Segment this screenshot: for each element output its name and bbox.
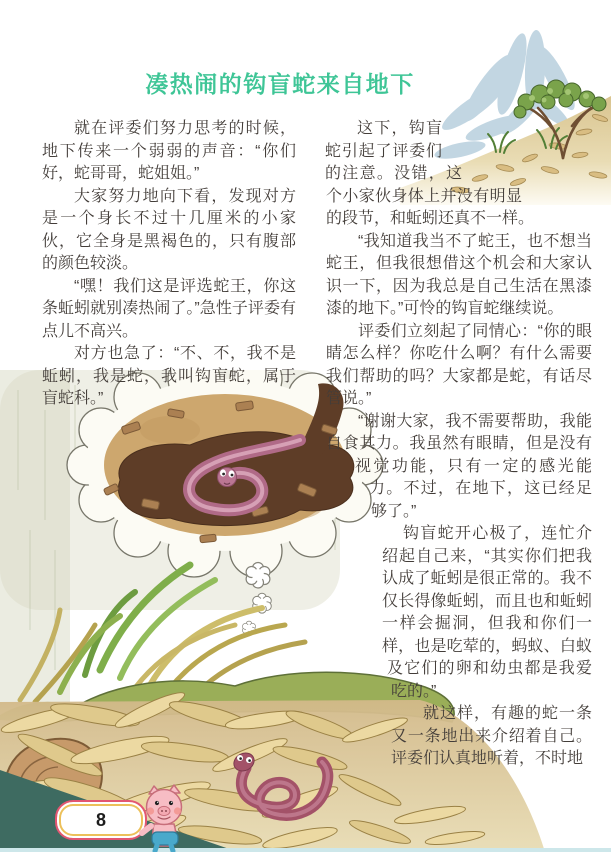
paragraph: 就这样，有趣的蛇一条又一条地出来介绍着自己。评委们认真地听着，不时地: [391, 705, 592, 767]
paragraph: “嘿！我们这是评选蛇王，你这条蚯蚓就别凑热闹了。”急性子评委有点儿不高兴。: [42, 277, 296, 340]
paragraph: “我知道我当不了蛇王，也不想当蛇王，但我很想借这个机会和大家认识一下，因为我总是自己生活在黑漆漆的地下。”可怜的钩盲蛇继续说。: [326, 232, 592, 317]
paragraph: 钩盲蛇开心极了，连忙介绍起自己来，“其实你们把我认成了蚯蚓是很正常的。我不仅长得像蚯蚓，而且也和蚯蚓一样会掘洞，但我和你们一样，也是吃荤的，蚂蚁、白蚁及它们的卵和幼虫都是我爱吃的。”: [382, 525, 592, 700]
paragraph: “谢谢大家，我不需要帮助，我能自食其力。我虽然有眼睛，但是没有视觉功能，只有一定的感光能力。不过，在地下，这已经足够了。”: [326, 412, 592, 520]
page-number: 8: [95, 809, 106, 830]
page-number-badge: [55, 800, 147, 840]
paragraph: 大家努力地向下看，发现对方是一个身长不过十几厘米的小家伙，它全身是黑褐色的，只有腹部的颜色较淡。: [42, 187, 296, 272]
pig-mascot-icon: [137, 784, 191, 852]
paragraph: 评委们立刻起了同情心：“你的眼睛怎么样？你吃什么啊？有什么需要我们帮助的吗？大家都是蛇，有话尽管说。”: [326, 322, 592, 407]
page-title: 凑热闹的钩盲蛇来自地下: [145, 71, 415, 97]
left-column: [42, 118, 296, 411]
paragraph: 就在评委们努力思考的时候，地下传来一个弱弱的声音：“你们好，蛇哥哥，蛇姐姐。”: [42, 120, 296, 182]
paragraph: 这下，钩盲蛇引起了评委们的注意。没错，这个小家伙身体上并没有明显的段节，和蚯蚓还真不一样。: [325, 120, 535, 227]
paragraph: 对方也急了：“不、不，我不是蚯蚓，我是蛇，我叫钩盲蛇，属于盲蛇科。”: [42, 345, 296, 407]
right-column: [325, 118, 592, 852]
